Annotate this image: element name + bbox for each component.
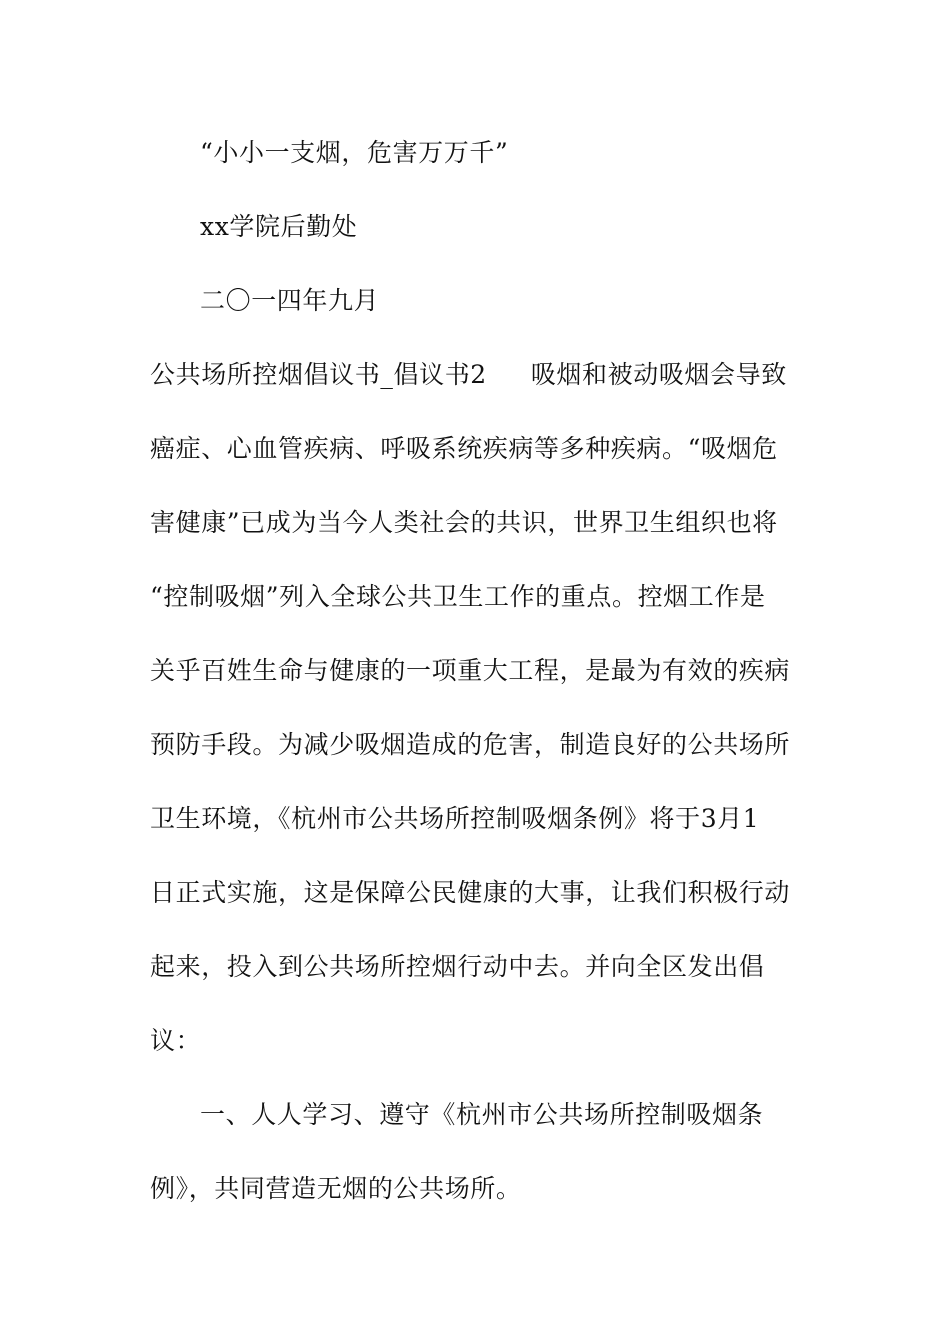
paragraph-line: 关乎百姓生命与健康的一项重大工程，是最为有效的疾病 xyxy=(150,656,791,685)
paragraph-line: 议： xyxy=(150,1026,202,1055)
signature-date: 二〇一四年九月 xyxy=(200,286,380,315)
slogan-line: “小小一支烟，危害万万千” xyxy=(200,138,509,167)
signature-organization: xx学院后勤处 xyxy=(200,212,358,241)
paragraph-line: 起来，投入到公共场所控烟行动中去。并向全区发出倡 xyxy=(150,952,765,981)
section-heading-line xyxy=(150,360,800,390)
paragraph-line: 卫生环境，《杭州市公共场所控制吸烟条例》将于3月1 xyxy=(150,804,760,833)
section-heading: 公共场所控烟倡议书_倡议书2 xyxy=(150,360,487,389)
paragraph-line: 癌症、心血管疾病、呼吸系统疾病等多种疾病。“吸烟危 xyxy=(150,434,778,463)
paragraph-line: 预防手段。为减少吸烟造成的危害，制造良好的公共场所 xyxy=(150,730,791,759)
paragraph-line: “控制吸烟”列入全球公共卫生工作的重点。控烟工作是 xyxy=(150,582,766,611)
list-item-line: 一、人人学习、遵守《杭州市公共场所控制吸烟条 xyxy=(200,1100,764,1129)
list-item-line: 例》，共同营造无烟的公共场所。 xyxy=(150,1174,522,1203)
paragraph-line: 害健康”已成为当今人类社会的共识，世界卫生组织也将 xyxy=(150,508,778,537)
paragraph-line: 日正式实施，这是保障公民健康的大事，让我们积极行动 xyxy=(150,878,791,907)
paragraph-start: 吸烟和被动吸烟会导致 xyxy=(530,360,787,389)
